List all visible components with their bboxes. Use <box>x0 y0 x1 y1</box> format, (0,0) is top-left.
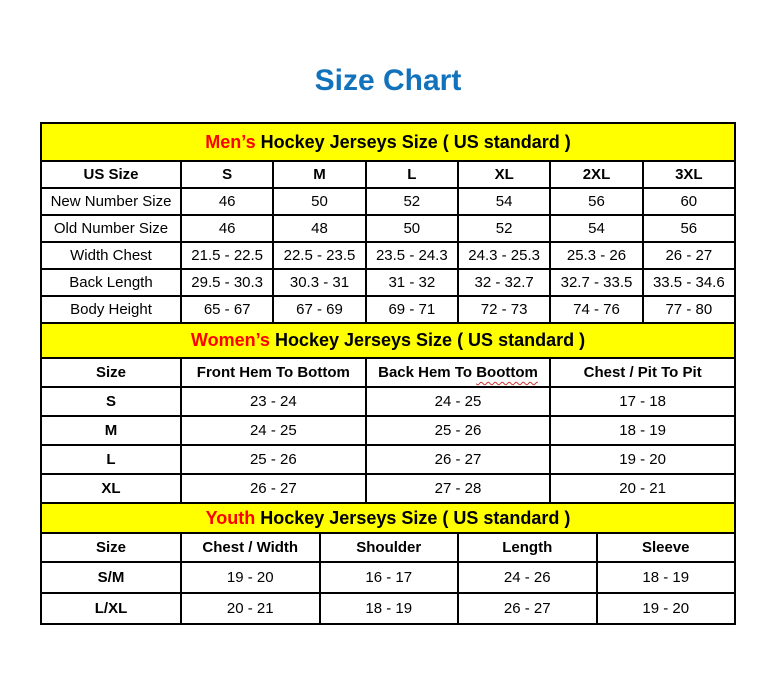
men-size-value: 29.5 - 30.3 <box>181 269 273 296</box>
men-column-header: L <box>366 161 458 188</box>
men-size-value: 54 <box>550 215 642 242</box>
men-column-header: 3XL <box>643 161 735 188</box>
men-size-value: 67 - 69 <box>273 296 365 323</box>
men-size-value: 32 - 32.7 <box>458 269 550 296</box>
women-column-header-text: Back Hem To <box>378 364 477 381</box>
women-size-value: 17 - 18 <box>550 387 735 416</box>
women-size-value: 18 - 19 <box>550 416 735 445</box>
youth-row-label: L/XL <box>41 593 181 624</box>
youth-column-header: Shoulder <box>320 533 459 562</box>
women-row-label: M <box>41 416 181 445</box>
women-row-label: L <box>41 445 181 474</box>
men-column-header: S <box>181 161 273 188</box>
men-row-label: Old Number Size <box>41 215 181 242</box>
men-size-value: 21.5 - 22.5 <box>181 242 273 269</box>
men-size-value: 54 <box>458 188 550 215</box>
men-row-label: New Number Size <box>41 188 181 215</box>
men-column-header: M <box>273 161 365 188</box>
men-size-value: 52 <box>366 188 458 215</box>
women-row-label: XL <box>41 474 181 503</box>
women-size-value: 26 - 27 <box>366 445 551 474</box>
men-column-header: 2XL <box>550 161 642 188</box>
men-size-value: 77 - 80 <box>643 296 735 323</box>
youth-size-value: 20 - 21 <box>181 593 320 624</box>
youth-column-header: Length <box>458 533 597 562</box>
men-banner-highlight: Men’s <box>205 131 256 152</box>
men-column-header: XL <box>458 161 550 188</box>
men-banner-text: Hockey Jerseys Size ( US standard ) <box>255 131 571 152</box>
youth-size-value: 18 - 19 <box>597 562 736 593</box>
men-size-value: 56 <box>550 188 642 215</box>
men-size-value: 31 - 32 <box>366 269 458 296</box>
youth-size-table <box>40 502 736 625</box>
youth-size-value: 18 - 19 <box>320 593 459 624</box>
men-column-header: US Size <box>41 161 181 188</box>
women-banner-highlight: Women’s <box>190 330 270 350</box>
men-size-value: 32.7 - 33.5 <box>550 269 642 296</box>
youth-size-value: 19 - 20 <box>181 562 320 593</box>
men-size-value: 33.5 - 34.6 <box>643 269 735 296</box>
youth-size-value: 19 - 20 <box>597 593 736 624</box>
men-banner <box>41 123 735 161</box>
men-size-value: 74 - 76 <box>550 296 642 323</box>
women-size-value: 24 - 25 <box>366 387 551 416</box>
women-column-header: Size <box>41 358 181 387</box>
women-column-header <box>366 358 551 387</box>
women-size-value: 24 - 25 <box>181 416 366 445</box>
men-size-value: 26 - 27 <box>643 242 735 269</box>
women-size-value: 23 - 24 <box>181 387 366 416</box>
youth-column-header: Sleeve <box>597 533 736 562</box>
men-size-value: 23.5 - 24.3 <box>366 242 458 269</box>
men-size-value: 30.3 - 31 <box>273 269 365 296</box>
men-size-value: 52 <box>458 215 550 242</box>
men-table-row <box>41 269 735 296</box>
women-table-row <box>41 474 735 503</box>
men-size-value: 25.3 - 26 <box>550 242 642 269</box>
women-size-table <box>40 322 736 504</box>
women-size-value: 26 - 27 <box>181 474 366 503</box>
men-table-row <box>41 215 735 242</box>
women-banner-text: Hockey Jerseys Size ( US standard ) <box>269 330 586 350</box>
women-size-value: 25 - 26 <box>181 445 366 474</box>
men-table-row <box>41 242 735 269</box>
women-table-row <box>41 445 735 474</box>
men-size-table <box>40 122 736 324</box>
women-size-value: 19 - 20 <box>550 445 735 474</box>
women-size-value: 20 - 21 <box>550 474 735 503</box>
men-size-value: 69 - 71 <box>366 296 458 323</box>
men-size-value: 22.5 - 23.5 <box>273 242 365 269</box>
women-column-header: Front Hem To Bottom <box>181 358 366 387</box>
women-size-value: 25 - 26 <box>366 416 551 445</box>
men-size-value: 60 <box>643 188 735 215</box>
youth-table-row <box>41 593 735 624</box>
men-table-row <box>41 188 735 215</box>
men-size-value: 48 <box>273 215 365 242</box>
women-size-value: 27 - 28 <box>366 474 551 503</box>
men-size-value: 65 - 67 <box>181 296 273 323</box>
men-size-value: 24.3 - 25.3 <box>458 242 550 269</box>
youth-banner <box>41 503 735 533</box>
men-row-label: Back Length <box>41 269 181 296</box>
men-size-value: 72 - 73 <box>458 296 550 323</box>
youth-size-value: 16 - 17 <box>320 562 459 593</box>
women-table-row <box>41 387 735 416</box>
men-size-value: 56 <box>643 215 735 242</box>
youth-banner-highlight: Youth <box>205 507 256 528</box>
youth-row-label: S/M <box>41 562 181 593</box>
women-table-row <box>41 416 735 445</box>
men-size-value: 50 <box>273 188 365 215</box>
youth-column-header: Size <box>41 533 181 562</box>
men-size-value: 46 <box>181 188 273 215</box>
youth-column-header: Chest / Width <box>181 533 320 562</box>
size-tables <box>40 122 736 625</box>
youth-size-value: 24 - 26 <box>458 562 597 593</box>
youth-size-value: 26 - 27 <box>458 593 597 624</box>
youth-table-row <box>41 562 735 593</box>
men-size-value: 50 <box>366 215 458 242</box>
page-title: Size Chart <box>314 64 462 97</box>
women-misspelled-word: Boottom <box>476 364 538 381</box>
women-column-header: Chest / Pit To Pit <box>550 358 735 387</box>
men-row-label: Body Height <box>41 296 181 323</box>
men-row-label: Width Chest <box>41 242 181 269</box>
youth-banner-text: Hockey Jerseys Size ( US standard ) <box>255 507 571 528</box>
women-banner <box>41 323 735 358</box>
men-size-value: 46 <box>181 215 273 242</box>
men-table-row <box>41 296 735 323</box>
women-row-label: S <box>41 387 181 416</box>
